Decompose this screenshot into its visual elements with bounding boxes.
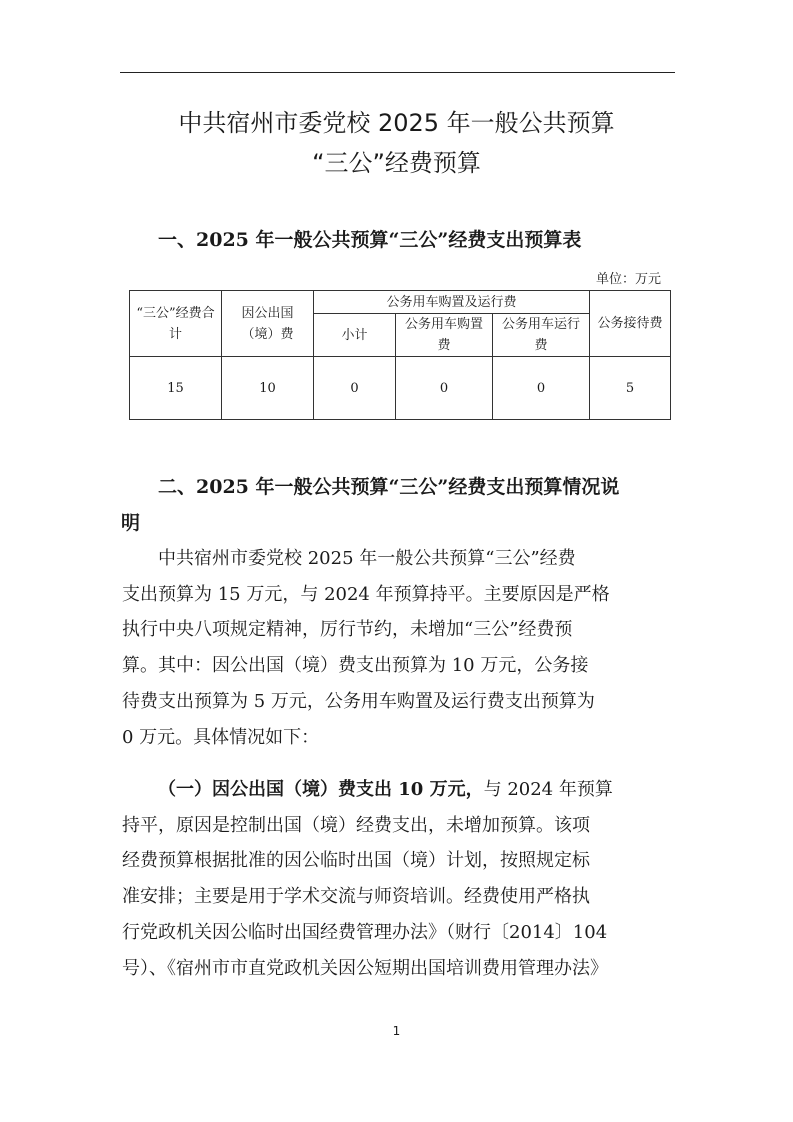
document-title: 中共宿州市委党校 2025 年一般公共预算 (178, 109, 615, 137)
paragraph-line: 持平，原因是控制出国（境）经费支出，未增加预算。该项 (122, 814, 590, 836)
section2-heading-line1: 二、2025 年一般公共预算“三公”经费支出预算情况说 (158, 476, 620, 498)
header-rule (120, 72, 675, 73)
value-total: 15 (130, 357, 222, 420)
section2-heading-line2: 明 (121, 512, 141, 534)
paragraph-line: 准安排；主要是用于学术交流与师资培训。经费使用严格执 (122, 886, 590, 908)
paragraph-line: 中共宿州市委党校 2025 年一般公共预算“三公”经费 (158, 548, 576, 569)
paragraph-line: 算。其中：因公出国（境）费支出预算为 10 万元，公务接 (122, 655, 589, 677)
header-reception: 公务接待费 (590, 291, 671, 357)
value-abroad: 10 (222, 357, 314, 420)
page-number: 1 (392, 1024, 401, 1038)
paragraph-line: 号）、《宿州市市直党政机关因公短期出国培训费用管理办法》 (122, 957, 608, 979)
paragraph-line: 待费支出预算为 5 万元，公务用车购置及运行费支出预算为 (122, 690, 595, 712)
unit-label: 单位：万元 (595, 272, 661, 287)
header-operation: 公务用车运行费 (493, 314, 590, 357)
paragraph-line: 执行中央八项规定精神，厉行节约，未增加“三公”经费预 (122, 619, 573, 641)
section1-heading: 一、2025 年一般公共预算“三公”经费支出预算表 (158, 229, 582, 251)
paragraph-line: 0 万元。具体情况如下： (122, 726, 320, 748)
subsection-heading: （一）因公出国（境）费支出 10 万元， (158, 779, 484, 800)
table-row (130, 357, 671, 420)
paragraph-abroad (122, 772, 682, 986)
paragraph-line: 行党政机关因公临时出国经费管理办法》（财行〔2014〕104 (122, 921, 608, 943)
value-purchase: 0 (396, 357, 493, 420)
value-operation: 0 (493, 357, 590, 420)
value-reception: 5 (590, 357, 671, 420)
paragraph-line: 经费预算根据批准的因公临时出国（境）计划，按照规定标 (122, 850, 590, 872)
document-subtitle: “三公”经费预算 (312, 149, 481, 177)
value-subtotal: 0 (314, 357, 396, 420)
header-abroad: 因公出国（境）费 (222, 291, 314, 357)
paragraph-line: 支出预算为 15 万元，与 2024 年预算持平。主要原因是严格 (122, 583, 610, 605)
section2-heading (121, 469, 678, 541)
header-total: “三公”经费合计 (130, 291, 222, 357)
header-subtotal: 小计 (314, 314, 396, 357)
budget-table (129, 290, 671, 420)
header-purchase: 公务用车购置费 (396, 314, 493, 357)
paragraph-summary (122, 541, 682, 755)
paragraph-line-rest: 与 2024 年预算 (483, 779, 613, 800)
paragraph-line (122, 772, 682, 808)
header-vehicle-group: 公务用车购置及运行费 (314, 291, 590, 314)
